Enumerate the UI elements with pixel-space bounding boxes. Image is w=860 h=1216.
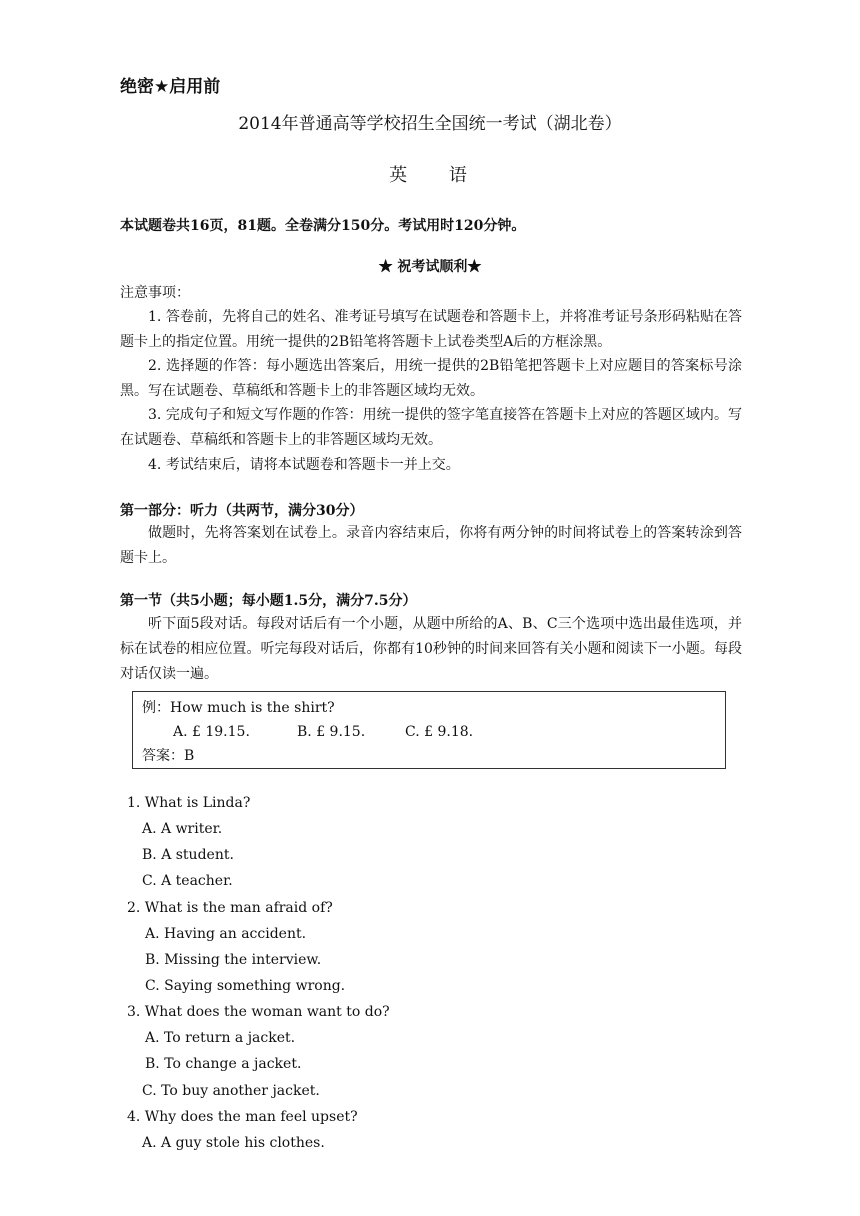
question-1-option-c: C. A teacher. xyxy=(142,873,233,889)
note-item-1: 1. 答卷前，先将自己的姓名、准考证号填写在试题卷和答题卡上，并将准考证号条形码粘贴在答题卡上的指定位置。用统一提供的2B铅笔将答题卡上试卷类型A后的方框涂黑。 xyxy=(120,309,742,350)
part1-heading: 第一部分：听力（共两节，满分30分） xyxy=(120,503,364,519)
question-2: 2. What is the man afraid of? xyxy=(127,900,333,916)
question-1-option-a: A. A writer. xyxy=(142,821,223,837)
exam-title: 2014年普通高等学校招生全国统一考试（湖北卷） xyxy=(238,114,622,134)
example-option-a: A. £ 19.15. xyxy=(173,724,250,740)
example-answer: 答案：B xyxy=(142,748,195,764)
question-3-option-a: A. To return a jacket. xyxy=(145,1030,296,1046)
good-luck-line: ★ 祝考试顺利★ xyxy=(378,259,482,275)
question-3-option-b: B. To change a jacket. xyxy=(145,1056,302,1072)
example-option-c: C. £ 9.18. xyxy=(405,724,474,740)
example-box xyxy=(132,691,726,769)
question-2-option-b: B. Missing the interview. xyxy=(145,952,322,968)
note-item-2: 2. 选择题的作答：每小题选出答案后，用统一提供的2B铅笔把答题卡上对应题目的答案标号涂黑。写在试题卷、草稿纸和答题卡上的非答题区域均无效。 xyxy=(120,358,742,399)
section1-heading: 第一节（共5小题；每小题1.5分，满分7.5分） xyxy=(120,593,417,609)
question-4: 4. Why does the man feel upset? xyxy=(127,1109,358,1125)
note-item-4: 4. 考试结束后，请将本试题卷和答题卡一并上交。 xyxy=(148,457,460,473)
question-1: 1. What is Linda? xyxy=(127,795,251,811)
notes-heading: 注意事项： xyxy=(120,285,190,301)
note-item-3: 3. 完成句子和短文写作题的作答：用统一提供的签字笔直接答在答题卡上对应的答题区域内。写在试题卷、草稿纸和答题卡上的非答题区域均无效。 xyxy=(120,407,742,448)
question-3-option-c: C. To buy another jacket. xyxy=(142,1083,320,1099)
example-question: 例：How much is the shirt? xyxy=(142,700,335,716)
question-4-option-a: A. A guy stole his clothes. xyxy=(142,1135,325,1151)
question-2-option-a: A. Having an accident. xyxy=(145,926,307,942)
exam-summary: 本试题卷共16页，81题。全卷满分150分。考试用时120分钟。 xyxy=(120,218,526,234)
part1-intro: 做题时，先将答案划在试卷上。录音内容结束后，你将有两分钟的时间将试卷上的答案转涂到答题卡上。 xyxy=(120,525,742,566)
confidential-label: 绝密★启用前 xyxy=(120,77,221,97)
question-2-option-c: C. Saying something wrong. xyxy=(145,978,346,994)
subject-title: 英 语 xyxy=(389,165,485,186)
example-option-b: B. £ 9.15. xyxy=(297,724,366,740)
question-3: 3. What does the woman want to do? xyxy=(127,1004,390,1020)
question-1-option-b: B. A student. xyxy=(142,847,234,863)
section1-intro: 听下面5段对话。每段对话后有一个小题，从题中所给的A、B、C三个选项中选出最佳选项，并标在试卷的相应位置。听完每段对话后，你都有10秒钟的时间来回答有关小题和阅读下一小题。每段对话仅读一遍。 xyxy=(120,616,742,682)
